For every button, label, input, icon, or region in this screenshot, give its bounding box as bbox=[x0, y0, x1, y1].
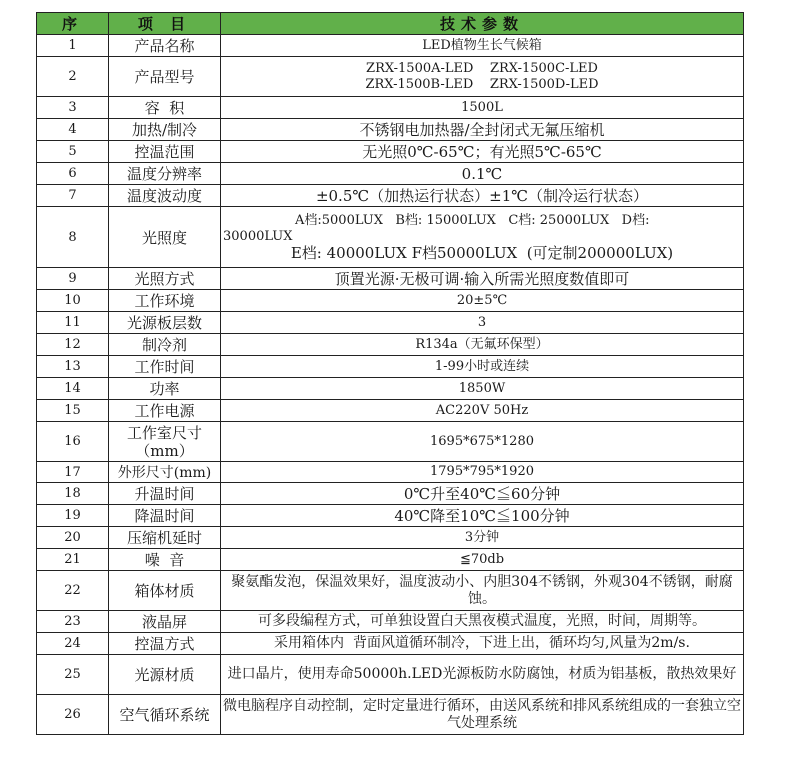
row-item-name: 温度分辨率 bbox=[109, 163, 221, 185]
table-row bbox=[37, 268, 744, 290]
spec-table bbox=[36, 12, 744, 735]
table-row bbox=[37, 141, 744, 163]
row-number: 1 bbox=[37, 35, 109, 57]
row-number: 15 bbox=[37, 400, 109, 422]
row-number: 18 bbox=[37, 483, 109, 505]
row-value: 1500L bbox=[221, 97, 744, 119]
model-line-2: ZRX-1500B-LED ZRX-1500D-LED bbox=[365, 76, 599, 92]
row-value: 可多段编程方式，可单独设置白天黑夜模式温度，光照，时间，周期等。 bbox=[221, 611, 744, 633]
row-value: AC220V 50Hz bbox=[221, 400, 744, 422]
row-value: 1850W bbox=[221, 378, 744, 400]
table-row bbox=[37, 527, 744, 549]
row-value: 不锈钢电加热器/全封闭式无氟压缩机 bbox=[221, 119, 744, 141]
table-row bbox=[37, 57, 744, 97]
row-item-name: 液晶屏 bbox=[109, 611, 221, 633]
header-no: 序 bbox=[37, 13, 109, 35]
row-number: 19 bbox=[37, 505, 109, 527]
row-number: 3 bbox=[37, 97, 109, 119]
row-item-name: 光源板层数 bbox=[109, 312, 221, 334]
row-item-name: 降温时间 bbox=[109, 505, 221, 527]
row-value: 聚氨酯发泡，保温效果好，温度波动小、内胆304不锈钢，外观304不锈钢，耐腐蚀。 bbox=[221, 571, 744, 611]
row-value: 1795*795*1920 bbox=[221, 462, 744, 483]
row-number: 14 bbox=[37, 378, 109, 400]
row-item-name: 加热/制冷 bbox=[109, 119, 221, 141]
row-number: 23 bbox=[37, 611, 109, 633]
table-row bbox=[37, 163, 744, 185]
row-number: 25 bbox=[37, 655, 109, 695]
header-spec: 技术参数 bbox=[221, 13, 744, 35]
table-row bbox=[37, 400, 744, 422]
row-value: 顶置光源·无极可调·输入所需光照度数值即可 bbox=[221, 268, 744, 290]
row-number: 5 bbox=[37, 141, 109, 163]
row-number: 13 bbox=[37, 356, 109, 378]
row-value bbox=[221, 57, 744, 97]
illuminance-line-1: A档:5000LUX B档: 15000LUX C档: 25000LUX D档: bbox=[295, 213, 650, 228]
row-value: R134a（无氟环保型） bbox=[221, 334, 744, 356]
row-value: 3 bbox=[221, 312, 744, 334]
row-item-name: 工作电源 bbox=[109, 400, 221, 422]
table-row bbox=[37, 378, 744, 400]
table-row bbox=[37, 633, 744, 655]
row-value: 0.1℃ bbox=[221, 163, 744, 185]
row-item-name: 制冷剂 bbox=[109, 334, 221, 356]
row-item-name: 箱体材质 bbox=[109, 571, 221, 611]
row-value: LED植物生长气候箱 bbox=[221, 35, 744, 57]
header-row bbox=[37, 13, 744, 35]
row-item-name: 容 积 bbox=[109, 97, 221, 119]
row-number: 10 bbox=[37, 290, 109, 312]
row-value: ±0.5℃（加热运行状态）±1℃（制冷运行状态） bbox=[221, 185, 744, 207]
table-row bbox=[37, 571, 744, 611]
row-value: 3分钟 bbox=[221, 527, 744, 549]
row-item-name: 功率 bbox=[109, 378, 221, 400]
table-row bbox=[37, 334, 744, 356]
row-number: 6 bbox=[37, 163, 109, 185]
row-item-name: 光照度 bbox=[109, 207, 221, 268]
table-row bbox=[37, 505, 744, 527]
row-item-name: 外形尺寸(mm) bbox=[109, 462, 221, 483]
table-row bbox=[37, 35, 744, 57]
table-row bbox=[37, 97, 744, 119]
row-item-name: 温度波动度 bbox=[109, 185, 221, 207]
row-number: 9 bbox=[37, 268, 109, 290]
row-item-name: 控温范围 bbox=[109, 141, 221, 163]
row-number: 20 bbox=[37, 527, 109, 549]
row-number: 17 bbox=[37, 462, 109, 483]
row-item-name: 光源材质 bbox=[109, 655, 221, 695]
row-item-name: 工作时间 bbox=[109, 356, 221, 378]
row-value: 1695*675*1280 bbox=[221, 422, 744, 462]
header-item: 项 目 bbox=[109, 13, 221, 35]
row-value: 进口晶片，使用寿命50000h.LED光源板防水防腐蚀，材质为铝基板，散热效果好 bbox=[221, 655, 744, 695]
row-number: 12 bbox=[37, 334, 109, 356]
table-row bbox=[37, 655, 744, 695]
row-value bbox=[221, 207, 744, 268]
row-item-name: 光照方式 bbox=[109, 268, 221, 290]
row-value: 20±5℃ bbox=[221, 290, 744, 312]
row-item-name: 产品名称 bbox=[109, 35, 221, 57]
row-value: ≦70db bbox=[221, 549, 744, 571]
table-row bbox=[37, 695, 744, 735]
row-number: 26 bbox=[37, 695, 109, 735]
table-row bbox=[37, 312, 744, 334]
row-item-name: 空气循环系统 bbox=[109, 695, 221, 735]
table-row bbox=[37, 549, 744, 571]
row-number: 22 bbox=[37, 571, 109, 611]
row-item-name: 压缩机延时 bbox=[109, 527, 221, 549]
row-number: 24 bbox=[37, 633, 109, 655]
row-item-name: 产品型号 bbox=[109, 57, 221, 97]
row-number: 21 bbox=[37, 549, 109, 571]
row-value: 40℃降至10℃≦100分钟 bbox=[221, 505, 744, 527]
row-number: 2 bbox=[37, 57, 109, 97]
row-value: 无光照0℃-65℃；有光照5℃-65℃ bbox=[221, 141, 744, 163]
row-number: 8 bbox=[37, 207, 109, 268]
row-item-name: 控温方式 bbox=[109, 633, 221, 655]
table-row bbox=[37, 356, 744, 378]
table-row bbox=[37, 483, 744, 505]
row-value: 0℃升至40℃≦60分钟 bbox=[221, 483, 744, 505]
table-row bbox=[37, 185, 744, 207]
table-row bbox=[37, 462, 744, 483]
row-item-name: 升温时间 bbox=[109, 483, 221, 505]
row-item-name: 工作室尺寸（mm） bbox=[109, 422, 221, 462]
row-value: 采用箱体内 背面风道循环制冷，下进上出，循环均匀,风量为2m/s. bbox=[221, 633, 744, 655]
row-number: 4 bbox=[37, 119, 109, 141]
row-number: 11 bbox=[37, 312, 109, 334]
row-number: 16 bbox=[37, 422, 109, 462]
illuminance-line-3: E档: 40000LUX F档50000LUX (可定制200000LUX) bbox=[290, 244, 674, 262]
table-row bbox=[37, 422, 744, 462]
row-item-name: 噪 音 bbox=[109, 549, 221, 571]
table-row bbox=[37, 611, 744, 633]
model-line-1: ZRX-1500A-LED ZRX-1500C-LED bbox=[366, 60, 598, 76]
row-item-name: 工作环境 bbox=[109, 290, 221, 312]
row-value: 1-99小时或连续 bbox=[221, 356, 744, 378]
table-row bbox=[37, 119, 744, 141]
table-row bbox=[37, 207, 744, 268]
row-number: 7 bbox=[37, 185, 109, 207]
row-value: 微电脑程序自动控制，定时定量进行循环，由送风系统和排风系统组成的一套独立空气处理系统 bbox=[221, 695, 744, 735]
table-row bbox=[37, 290, 744, 312]
illuminance-line-2: 30000LUX bbox=[223, 229, 293, 244]
